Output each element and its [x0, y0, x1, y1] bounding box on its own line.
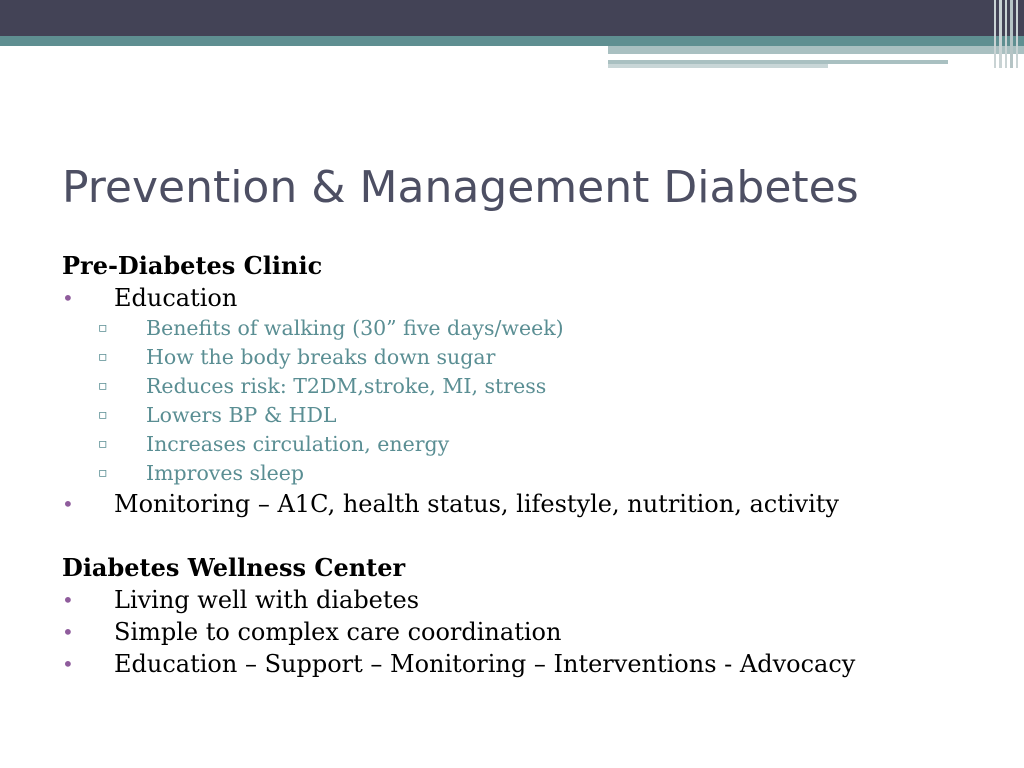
- header-vertical-stripe: [1005, 0, 1007, 68]
- square-bullet-icon: ▫: [98, 349, 108, 365]
- square-bullet-icon: ▫: [98, 407, 108, 423]
- list-item-text: Education – Support – Monitoring – Interventions - Advocacy: [114, 650, 856, 678]
- list-item-text: Simple to complex care coordination: [114, 618, 562, 646]
- sub-list-item: [62, 343, 1002, 372]
- sub-list-item-text: Improves sleep: [146, 461, 305, 485]
- list-item-text: Education: [114, 284, 238, 312]
- slide-title: Prevention & Management Diabetes: [62, 162, 859, 213]
- bullet-list: [62, 282, 1002, 520]
- bullet-dot-icon: •: [62, 652, 74, 676]
- slide-body: [62, 250, 1002, 680]
- sub-list-item-text: Lowers BP & HDL: [146, 403, 337, 427]
- bullet-dot-icon: •: [62, 286, 74, 310]
- section-spacer: [62, 520, 1002, 552]
- header-vertical-stripe: [994, 0, 996, 68]
- bullet-dot-icon: •: [62, 620, 74, 644]
- list-item: [62, 282, 1002, 314]
- section-heading: Diabetes Wellness Center: [62, 553, 406, 582]
- list-item: [62, 648, 1002, 680]
- section-heading: Pre-Diabetes Clinic: [62, 251, 323, 280]
- sub-list-item-text: Benefits of walking (30” five days/week): [146, 316, 564, 340]
- list-item-text: Monitoring – A1C, health status, lifestyle, nutrition, activity: [114, 490, 839, 518]
- header-vertical-stripe: [1010, 0, 1013, 68]
- header-accent-line: [608, 64, 828, 68]
- sub-list-item-text: Reduces risk: T2DM,stroke, MI, stress: [146, 374, 547, 398]
- list-item-text: Living well with diabetes: [114, 586, 420, 614]
- sub-list-item: [62, 459, 1002, 488]
- header-accent-bar: [608, 46, 1024, 54]
- list-item: [62, 488, 1002, 520]
- sub-list-item-text: Increases circulation, energy: [146, 432, 450, 456]
- bullet-dot-icon: •: [62, 492, 74, 516]
- sub-list-item: [62, 430, 1002, 459]
- bullet-list: [62, 584, 1002, 680]
- sub-list-item: [62, 314, 1002, 343]
- sub-list-item: [62, 401, 1002, 430]
- header-vertical-stripe: [1016, 0, 1018, 68]
- square-bullet-icon: ▫: [98, 465, 108, 481]
- sub-list-item: [62, 372, 1002, 401]
- list-item: [62, 616, 1002, 648]
- list-item: [62, 584, 1002, 616]
- header-vertical-stripe: [999, 0, 1002, 68]
- sub-list-item-text: How the body breaks down sugar: [146, 345, 496, 369]
- bullet-dot-icon: •: [62, 588, 74, 612]
- square-bullet-icon: ▫: [98, 436, 108, 452]
- square-bullet-icon: ▫: [98, 378, 108, 394]
- header-teal-band: [0, 36, 1024, 46]
- header-dark-band: [0, 0, 1024, 36]
- square-bullet-icon: ▫: [98, 320, 108, 336]
